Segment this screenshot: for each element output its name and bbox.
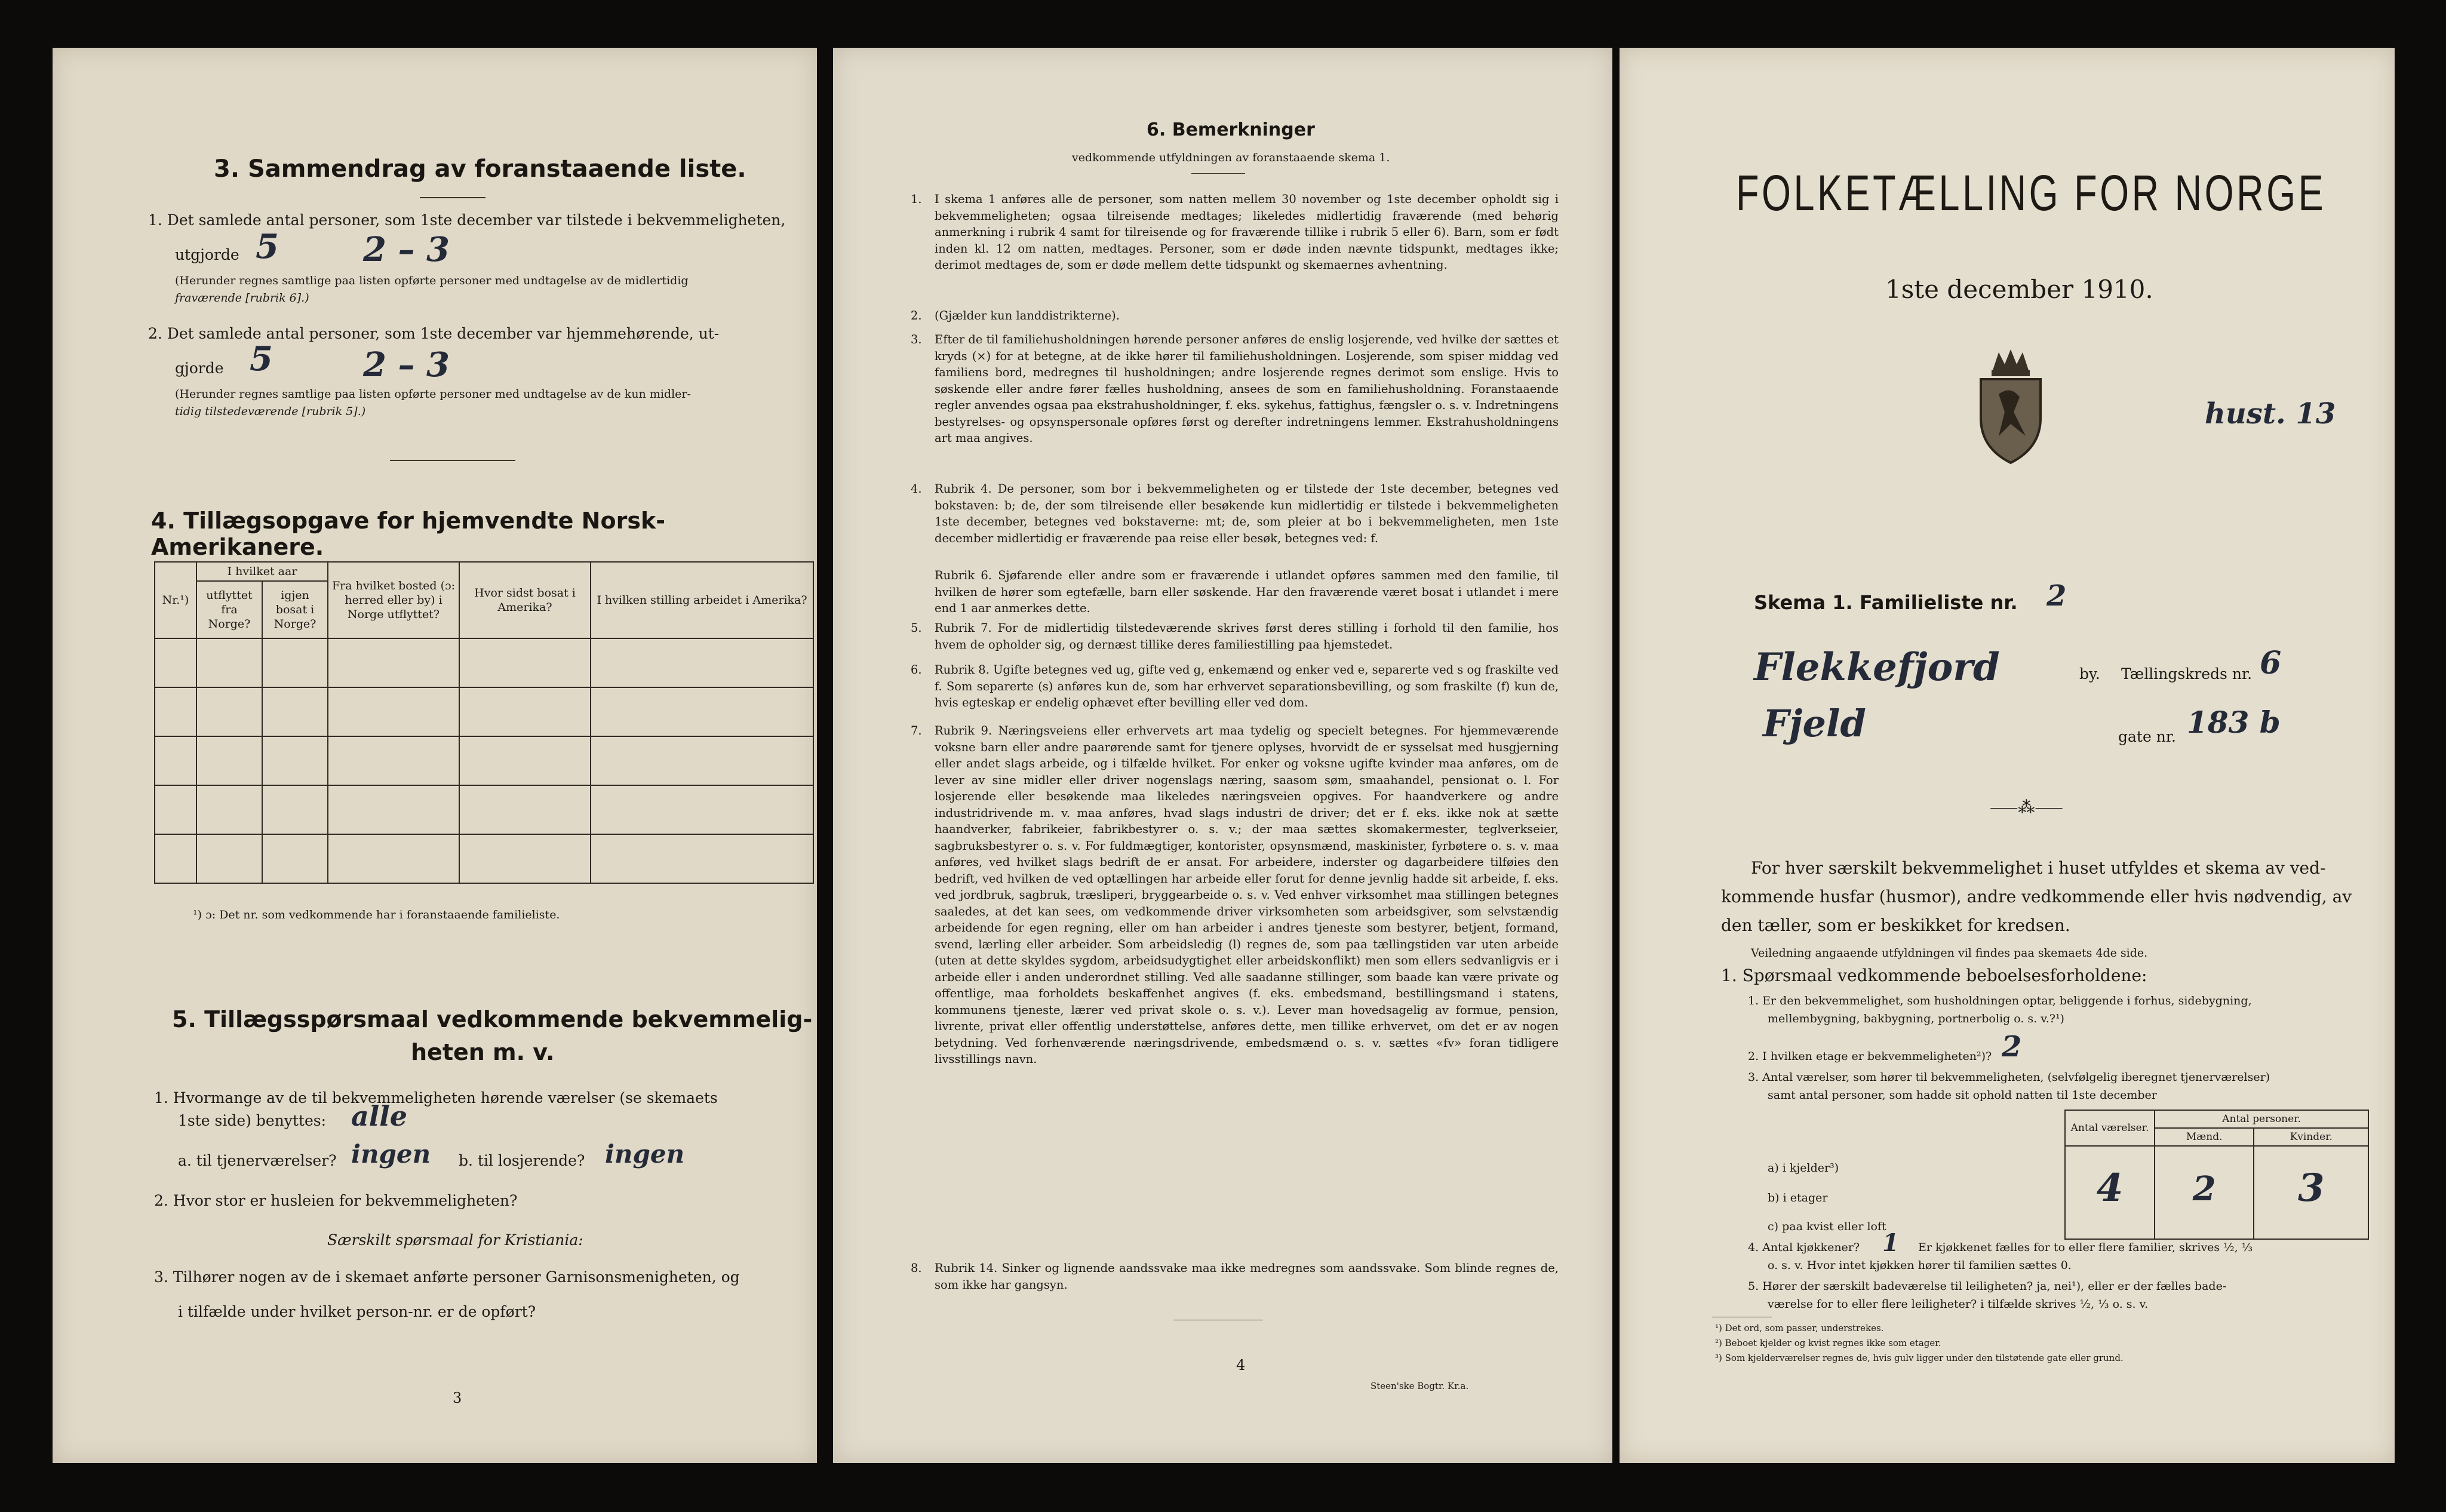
s4-footnote: ¹) ɔ: Det nr. som vedkommende har i foranstaaende familieliste. bbox=[193, 908, 560, 921]
divider bbox=[1191, 173, 1245, 174]
q3-line1: 3. Antal værelser, som hører til bekvemmeligheten, (selvfølgelig iberegnet tjenerværelser) bbox=[1748, 1071, 2270, 1084]
table-row bbox=[155, 687, 813, 736]
s5-q1a-handwriting: ingen bbox=[351, 1139, 431, 1169]
page-number: 4 bbox=[1236, 1357, 1246, 1373]
coat-of-arms-icon bbox=[1969, 346, 2052, 466]
q5-line1: 5. Hører der særskilt badeværelse til leiligheten? ja, nei¹), eller er der fælles bade- bbox=[1748, 1280, 2227, 1293]
row-c-label: c) paa kvist eller loft bbox=[1768, 1220, 1886, 1233]
footnote-3: ³) Som kjelderværelser regnes de, hvis gulv ligger under den tilstøtende gate eller grund. bbox=[1715, 1353, 2124, 1363]
s5-kristiania: Særskilt spørsmaal for Kristiania: bbox=[327, 1231, 583, 1249]
s3-q1-handwriting-2: 2 – 3 bbox=[363, 230, 450, 269]
remarks-title: 6. Bemerkninger bbox=[1147, 119, 1315, 140]
row-a-label: a) i kjelder³) bbox=[1768, 1161, 1839, 1175]
rooms-persons-table bbox=[2064, 1110, 2369, 1240]
col-last-in-america: Hvor sidst bosat i Amerika? bbox=[459, 562, 591, 638]
census-date: 1ste december 1910. bbox=[1885, 275, 2153, 304]
s3-q2-note2: tidig tilstedeværende [rubrik 5].) bbox=[175, 405, 366, 418]
col-persons: Antal personer. bbox=[2155, 1110, 2368, 1128]
col-rooms: Antal værelser. bbox=[2065, 1110, 2155, 1146]
s5-q1-line1: 1. Hvormange av de til bekvemmeligheten hørende værelser (se skemaets bbox=[154, 1089, 718, 1107]
s3-q1-line1: 1. Det samlede antal personer, som 1ste december var tilstede i bekvemmeligheten, bbox=[148, 211, 786, 229]
street-handwriting: Fjeld bbox=[1763, 702, 1866, 745]
remark-1: 1. I skema 1 anføres alle de personer, som natten mellem 30 november og 1ste december opholdt sig i bekvemmeligheten; ogsaa tilreisende medtages; likeledes midlertidig fraværende (med behørig anmerkning i rubrik 4 samt for tilreisende og for fraværende tillike i rubrik 5 eller 6). Barn, som er født inden kl. 12 om natten, medtages. Personer, som er døde inden nævnte tidspunkt, medtages ikke; derimot medtages de, som er døde mellem dette tidspunkt og skemaernes avhentning. bbox=[911, 192, 1559, 272]
section5-title-line1: 5. Tillægsspørsmaal vedkommende bekvemmelig- bbox=[172, 1006, 813, 1032]
right-page bbox=[1620, 48, 2395, 1463]
q3-line2: samt antal personer, som hadde sit ophold natten til 1ste december bbox=[1768, 1089, 2157, 1102]
divider bbox=[420, 197, 485, 198]
col-men: Mænd. bbox=[2155, 1128, 2254, 1146]
table-row bbox=[155, 736, 813, 785]
table-row bbox=[155, 785, 813, 834]
remark-7: 7. Rubrik 9. Næringsveiens eller erhvervets art maa tydelig og specielt betegnes. For hjemmeværende voksne barn eller andre paarørende samt for tjenere oplyses, hvorvidt de er sysselsat med husgjerning eller andet slags arbeide, og i tilfælde hvilket. For enker og voksne ugifte kvinder maa anføres, om de lever av sine midler eller driver nogenslags næring, saasom søm, smaahandel, pensionat o. l. For losjerende eller besøkende maa likeledes næringsveien opgives. For haandverkere og andre industridrivende m. v. maa anføres, hvad slags industri de driver; det er f. eks. ikke nok at sætte haandverker, fabrikeier, fabrikbestyrer o. s. v.; der maa sættes skomakermester, teglverkseier, sagbruksbestyrer o. s. v. For fuldmægtiger, kontorister, opsynsmænd, maskinister, fyrbøtere o. s. v. maa anføres, ved hvilket slags bedrift de er ansat. For arbeidere, inderster og dagarbeidere tilføies den bedrift, ved hvilken de ved optællingen har arbeide eller forut for denne jevnlig hadde sit arbeide, f. eks. ved jordbruk, sagbruk, træsliperi, bryggearbeide o. s. v. Ved enhver virksomhet maa stillingen betegnes saaledes, at det kan sees, om vedkommende driver virksomheten som arbeidsgiver, som selvstændig arbeidende for egen regning, eller om han arbeider i andres tjeneste som bestyrer, betjent, formand, svend, lærling eller arbeider. Som arbeidsledig (l) regnes de, som paa tællingstiden var uten arbeide (uten at dette skyldes sygdom, arbeidsudygtighet eller arbeidskonflikt) men som ellers sedvanligvis er i arbeide eller i anden underordnet stilling. Ved alle saadanne stillinger, som baade kan være private og offentlige, maa forholdets beskaffenhet angives (f. eks. embedsmand, bestillingsmand i statens, kommunens tjeneste, lærer ved privat skole o. s. v.). Lever man hovedsagelig av formue, pension, livrente, privat eller offentlig understøttelse, anføres dette, men tillike erhvervet, om det er av nogen betydning. Ved forhenværende næringsdrivende, embedsmænd o. s. v. sættes «fv» foran tidligere livsstillings navn. bbox=[911, 724, 1559, 1066]
kreds-label: Tællingskreds nr. bbox=[2121, 665, 2253, 683]
q4-line1b: Er kjøkkenet fælles for to eller flere familier, skrives ½, ⅓ bbox=[1918, 1241, 2253, 1254]
middle-page bbox=[833, 48, 1612, 1463]
s5-q1b-handwriting: ingen bbox=[605, 1139, 685, 1169]
remarks-subtitle: vedkommende utfyldningen av foranstaaende skema 1. bbox=[1072, 151, 1390, 164]
s5-q3-line1: 3. Tilhører nogen av de i skemaet anførte personer Garnisonsmenigheten, og bbox=[154, 1268, 740, 1286]
s5-q1b: b. til losjerende? bbox=[459, 1152, 585, 1169]
rooms-cell: 4 bbox=[2065, 1146, 2155, 1239]
gate-label: gate nr. bbox=[2118, 728, 2176, 745]
left-page bbox=[53, 48, 817, 1463]
gate-nr-handwriting: 183 b bbox=[2187, 705, 2281, 740]
household-note-handwriting: hust. 13 bbox=[2205, 397, 2336, 431]
q1-line1: 1. Er den bekvemmelighet, som husholdningen optar, beliggende i forhus, sidebygning, bbox=[1748, 994, 2252, 1007]
q5-line2: værelse for to eller flere leiligheter? i tilfælde skrives ½, ⅓ o. s. v. bbox=[1768, 1298, 2149, 1311]
remark-2: 2. (Gjælder kun landdistrikterne). bbox=[911, 309, 1120, 322]
s3-q2-note1: (Herunder regnes samtlige paa listen opførte personer med undtagelse av de kun midler- bbox=[175, 388, 691, 401]
remark-3: 3. Efter de til familiehusholdningen hørende personer anføres de enslig losjerende, ved hvilke der sættes et kryds (×) for at betegne, at de ikke hører til familiehusholdningen. Losjerende, som spiser middag ved familiens bord, medregnes til husholdningen; andre losjerende regnes derimot som enslige. Hvis to søskende eller andre fører fælles husholdning, ansees de som en familiehusholdning. Foranstaaende regler anvendes ogsaa paa ekstrahusholdninger, f. eks. sykehus, fattighus, fængsler o. s. v. Indretningens bestyrelses- og opsynspersonale opføres først og derefter indretningens lemmer. Ekstrahusholdningens art maa angives. bbox=[911, 333, 1559, 445]
s5-q1-line2: 1ste side) benyttes: bbox=[178, 1112, 327, 1129]
women-cell: 3 bbox=[2254, 1146, 2368, 1239]
remark-4: 4. Rubrik 4. De personer, som bor i bekvemmeligheten og er tilstede der 1ste december, betegnes ved bokstaven: b; de, der som tilreisende eller besøkende kun midlertidig er tilstede i bekvemmeligheten 1ste december, betegnes ved bokstaverne: mt; de, som pleier at bo i bekvemmeligheten, men 1ste december midlertidig er fraværende paa reise eller besøk, betegnes ved: f. bbox=[911, 482, 1559, 545]
intro-line2: kommende husfar (husmor), andre vedkommende eller hvis nødvendig, av bbox=[1721, 887, 2352, 906]
section5-title-line2: heten m. v. bbox=[411, 1039, 555, 1065]
intro-line1: For hver særskilt bekvemmelighet i huset utfyldes et skema av ved- bbox=[1751, 858, 2326, 878]
questions-heading: 1. Spørsmaal vedkommende beboelsesforholdene: bbox=[1721, 966, 2147, 985]
divider bbox=[390, 460, 515, 461]
s3-q1-line2: utgjorde bbox=[175, 246, 239, 263]
remark-rubrik6: Rubrik 6. Sjøfarende eller andre som er fraværende i utlandet opføres sammen med den familie, til hvilken de hører som egtefælle, barn eller søskende. Har den fraværende været bosat i utlandet i mere end 1 aar anmerkes dette. bbox=[935, 568, 1559, 615]
col-returned: igjen bosat i Norge? bbox=[262, 581, 328, 638]
kreds-nr-handwriting: 6 bbox=[2260, 645, 2282, 681]
remark-6: 6. Rubrik 8. Ugifte betegnes ved ug, gifte ved g, enkemænd og enker ved e, separerte ved s og fraskilte ved f. Som separerte (s) anføres kun de, som har erhvervet separationsbevilling, og som fraskilte (f) kun de, hvis egteskap er endelig ophævet efter bevilling eller ved dom. bbox=[911, 663, 1559, 709]
s5-q1-handwriting: alle bbox=[351, 1100, 408, 1132]
col-position: I hvilken stilling arbeidet i Amerika? bbox=[591, 562, 813, 638]
place-handwriting: Flekkefjord bbox=[1754, 645, 2000, 690]
q1-line2: mellembygning, bakbygning, portnerbolig o. s. v.?¹) bbox=[1768, 1012, 2064, 1025]
skema-label: Skema 1. Familieliste nr. bbox=[1754, 591, 2018, 614]
remark-5: 5. Rubrik 7. For de midlertidig tilstedeværende skrives først deres stilling i forhold til den familie, hos hvem de opholder sig, og dernæst tillike deres familiestilling paa hjemstedet. bbox=[911, 621, 1559, 651]
q4-label: 4. Antal kjøkkener? bbox=[1748, 1241, 1860, 1254]
col-women: Kvinder. bbox=[2254, 1128, 2368, 1146]
remark-8: 8. Rubrik 14. Sinker og lignende aandssvake maa ikke medregnes som aandssvake. Som blinde regnes de, som ikke har gangsyn. bbox=[911, 1261, 1559, 1292]
section4-title: 4. Tillægsopgave for hjemvendte Norsk-Amerikanere. bbox=[151, 508, 665, 560]
norsk-amerikanere-table bbox=[154, 561, 814, 884]
q2-handwriting: 2 bbox=[2002, 1030, 2022, 1064]
census-title: FOLKETÆLLING FOR NORGE bbox=[1736, 165, 2327, 221]
s3-q1-note1: (Herunder regnes samtlige paa listen opførte personer med undtagelse av de midlertidig bbox=[175, 274, 689, 287]
section3-title: 3. Sammendrag av foranstaaende liste. bbox=[214, 155, 746, 183]
row-b-label: b) i etager bbox=[1768, 1191, 1828, 1204]
q2-label: 2. I hvilken etage er bekvemmeligheten²)? bbox=[1748, 1050, 1992, 1063]
men-cell: 2 bbox=[2155, 1146, 2254, 1239]
guide-text: Veiledning angaaende utfyldningen vil findes paa skemaets 4de side. bbox=[1751, 946, 2148, 960]
s5-q1a: a. til tjenerværelser? bbox=[178, 1152, 337, 1169]
col-from-where: Fra hvilket bosted (ɔ: herred eller by) i Norge utflyttet? bbox=[328, 562, 459, 638]
q4-line2: o. s. v. Hvor intet kjøkken hører til familien sættes 0. bbox=[1768, 1259, 2072, 1272]
q4-handwriting: 1 bbox=[1882, 1229, 1899, 1257]
s5-q2: 2. Hvor stor er husleien for bekvemmeligheten? bbox=[154, 1192, 518, 1209]
intro-line3: den tæller, som er beskikket for kredsen. bbox=[1721, 915, 2070, 935]
s3-q2-handwriting-2: 2 – 3 bbox=[363, 345, 450, 385]
col-group-year: I hvilket aar bbox=[196, 562, 328, 581]
footnote-2: ²) Beboet kjelder og kvist regnes ikke som etager. bbox=[1715, 1338, 1941, 1348]
col-emigrated: utflyttet fra Norge? bbox=[196, 581, 262, 638]
ornament: ⸺⁂⸺ bbox=[1990, 797, 2063, 817]
col-nr: Nr.¹) bbox=[155, 562, 196, 638]
familieliste-nr-handwriting: 2 bbox=[2046, 579, 2067, 613]
printer-imprint: Steen'ske Bogtr. Kr.a. bbox=[1371, 1381, 1469, 1391]
by-label: by. bbox=[2079, 665, 2100, 683]
page-number: 3 bbox=[453, 1390, 462, 1406]
s3-q1-handwriting: 5 bbox=[256, 227, 279, 266]
s5-q3-line2: i tilfælde under hvilket person-nr. er de opført? bbox=[178, 1303, 536, 1320]
s3-q2-line2: gjorde bbox=[175, 359, 224, 377]
footnote-1: ¹) Det ord, som passer, understrekes. bbox=[1715, 1323, 1884, 1333]
s3-q2-line1: 2. Det samlede antal personer, som 1ste december var hjemmehørende, ut- bbox=[148, 325, 720, 342]
table-row bbox=[155, 834, 813, 883]
s3-q2-handwriting: 5 bbox=[250, 339, 273, 379]
s3-q1-note2: fraværende [rubrik 6].) bbox=[175, 291, 309, 305]
table-row bbox=[155, 638, 813, 687]
